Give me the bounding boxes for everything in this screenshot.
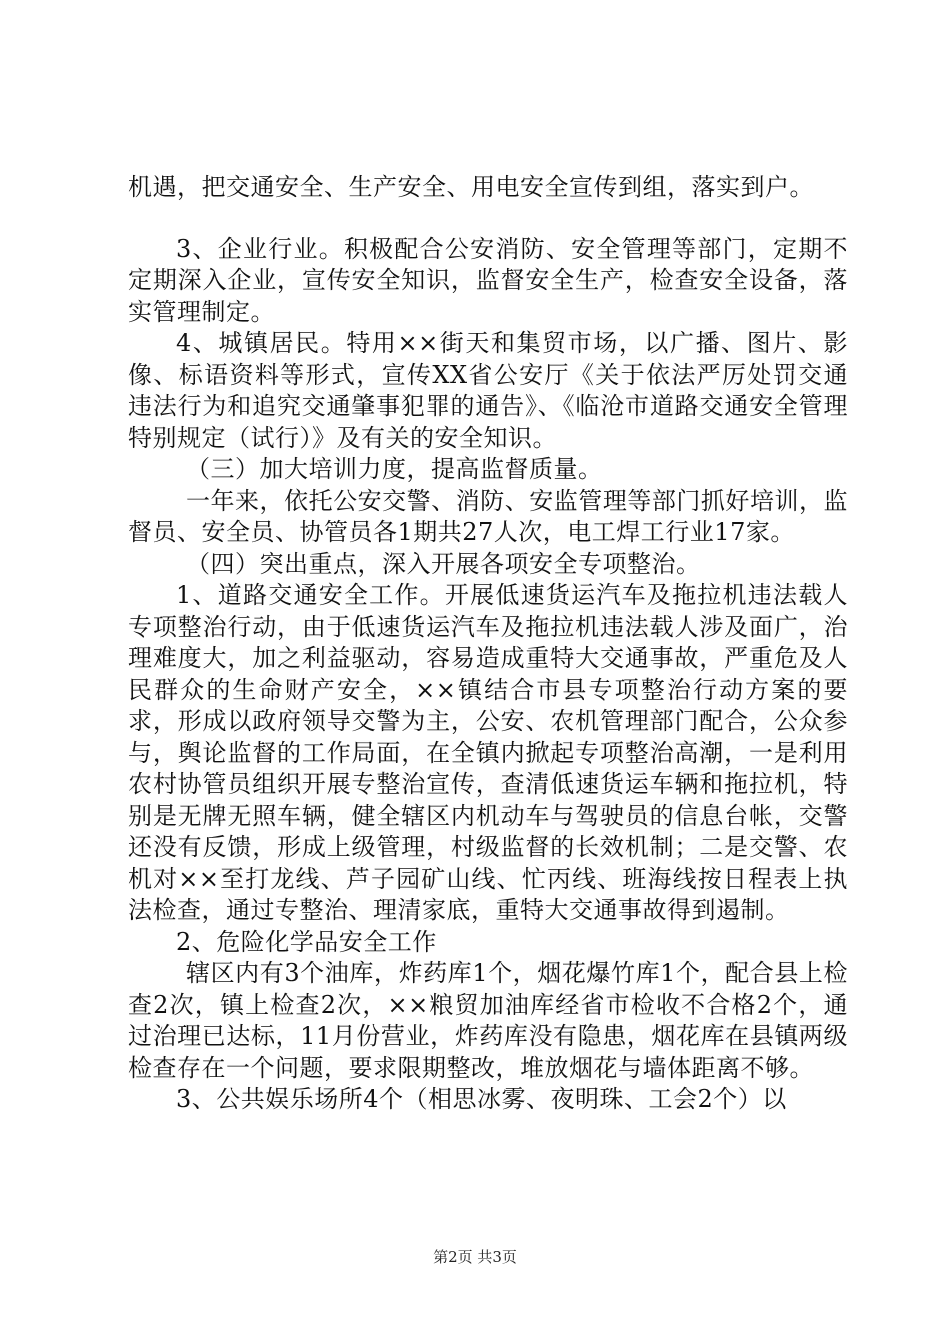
paragraph-continuation: 机遇，把交通安全、生产安全、用电安全宣传到组，落实到户。 (128, 173, 814, 201)
paragraph-enterprise: 3、企业行业。积极配合公安消防、安全管理等部门，定期不定期深入企业，宣传安全知识，监督安全生产，检查安全设备，落实管理制定。 (128, 234, 848, 326)
document-body (128, 172, 848, 1116)
paragraph-residents: 4、城镇居民。特用××街天和集贸市场，以广播、图片、影像、标语资料等形式，宣传XX省公安厅《关于依法严厉处罚交通违法行为和追究交通肇事犯罪的通告》、《临沧市道路交通安全管理特别规定（试行）》及有关的安全知识。 (128, 329, 848, 452)
heading-training: （三）加大培训力度，提高监督质量。 (186, 455, 603, 483)
paragraph-training: 一年来，依托公安交警、消防、安监管理等部门抓好培训，监督员、安全员、协管员各1期共27人次，电工焊工行业17家。 (128, 486, 848, 546)
page-footer: 第2页 共3页 (433, 1248, 517, 1266)
paragraph-entertainment-venues: 3、公共娱乐场所4个（相思冰雾、夜明珠、工会2个）以 (176, 1085, 787, 1113)
heading-hazardous-chemicals: 2、危险化学品安全工作 (176, 927, 437, 956)
heading-rectification: （四）突出重点，深入开展各项安全专项整治。 (186, 549, 701, 578)
paragraph-hazardous-chemicals: 辖区内有3个油库，炸药库1个，烟花爆竹库1个，配合县上检查2次，镇上检查2次，××粮贸加油库经省市检收不合格2个，通过治理已达标，11月份营业，炸药库没有隐患，烟花库在县镇两级检查存在一个问题，要求限期整改，堆放烟花与墙体距离不够。 (128, 959, 848, 1082)
paragraph-road-traffic: 1、道路交通安全工作。开展低速货运汽车及拖拉机违法载人专项整治行动，由于低速货运汽车及拖拉机违法载人涉及面广，治理难度大，加之利益驱动，容易造成重特大交通事故，严重危及人民群众的生命财产安全，××镇结合市县专项整治行动方案的要求，形成以政府领导交警为主，公安、农机管理部门配合，公众参与，舆论监督的工作局面，在全镇内掀起专项整治高潮，一是利用农村协管员组织开展专整治宣传，查清低速货运车辆和拖拉机，特别是无牌无照车辆，健全辖区内机动车与驾驶员的信息台帐，交警还没有反馈，形成上级管理，村级监督的长效机制；二是交警、农机对××至打龙线、芦子园矿山线、忙丙线、班海线按日程表上执法检查，通过专整治、理清家底，重特大交通事故得到遏制。 (128, 581, 848, 924)
